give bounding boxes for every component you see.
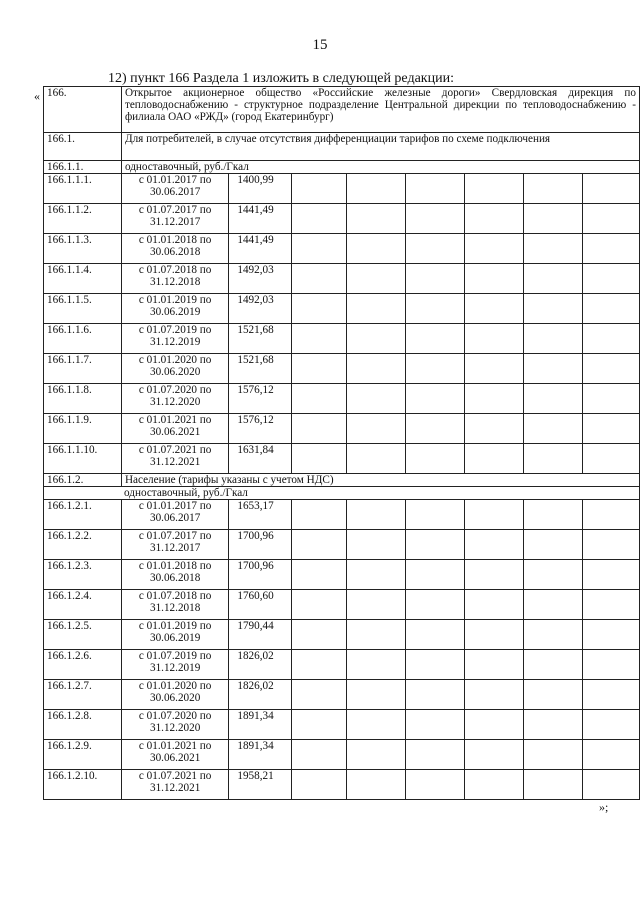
- table-row: [44, 414, 640, 444]
- table-row: [44, 530, 640, 560]
- table-row: [44, 710, 640, 740]
- amendment-heading: 12) пункт 166 Раздела 1 изложить в следующей редакции:: [108, 71, 454, 86]
- empty-cell: [464, 384, 523, 414]
- tariff-period: с 01.07.2021 по 31.12.2021: [121, 770, 228, 800]
- empty-cell: [524, 444, 583, 474]
- empty-cell: [347, 174, 406, 204]
- empty-cell: [583, 560, 640, 590]
- table-row: [44, 620, 640, 650]
- tariff-value: 1958,21: [229, 770, 291, 800]
- empty-cell: [583, 324, 640, 354]
- empty-cell: [347, 354, 406, 384]
- row-code: 166.1.1.7.: [44, 354, 122, 384]
- empty-cell: [291, 620, 347, 650]
- empty-cell: [406, 680, 464, 710]
- empty-cell: [464, 770, 523, 800]
- tariff-value: 1400,99: [229, 174, 291, 204]
- group2-sub-row: [44, 487, 640, 500]
- row-code: 166.1.1.: [44, 161, 122, 174]
- tariff-period: с 01.07.2018 по 31.12.2018: [121, 590, 228, 620]
- table-row: [44, 650, 640, 680]
- table-row: [44, 500, 640, 530]
- empty-cell: [406, 444, 464, 474]
- empty-cell: [524, 174, 583, 204]
- empty-cell: [406, 384, 464, 414]
- empty-cell: [291, 324, 347, 354]
- tariff-type: одноставочный, руб./Гкал: [121, 161, 639, 174]
- empty-cell: [524, 620, 583, 650]
- empty-cell: [583, 384, 640, 414]
- row-code: 166.1.2.: [44, 474, 122, 487]
- empty-cell: [406, 710, 464, 740]
- empty-cell: [524, 354, 583, 384]
- tariff-period: с 01.01.2018 по 30.06.2018: [121, 560, 228, 590]
- tariff-value: 1826,02: [229, 650, 291, 680]
- tariff-value: 1521,68: [229, 354, 291, 384]
- empty-cell: [464, 740, 523, 770]
- empty-cell: [464, 710, 523, 740]
- empty-cell: [347, 500, 406, 530]
- empty-cell: [464, 650, 523, 680]
- empty-cell: [291, 264, 347, 294]
- row-code: 166.1.2.6.: [44, 650, 122, 680]
- row-code: 166.1.1.4.: [44, 264, 122, 294]
- tariff-period: с 01.01.2019 по 30.06.2019: [121, 294, 228, 324]
- tariff-period: с 01.07.2021 по 31.12.2021: [121, 444, 228, 474]
- empty-cell: [583, 234, 640, 264]
- empty-cell: [347, 620, 406, 650]
- empty-cell: [524, 500, 583, 530]
- empty-cell: [291, 414, 347, 444]
- row-code: 166.1.2.2.: [44, 530, 122, 560]
- empty-cell: [347, 384, 406, 414]
- tariff-value: 1521,68: [229, 324, 291, 354]
- empty-cell: [347, 740, 406, 770]
- empty-cell: [291, 560, 347, 590]
- table-row: [44, 590, 640, 620]
- empty-cell: [291, 710, 347, 740]
- empty-cell: [291, 590, 347, 620]
- empty-cell: [583, 650, 640, 680]
- tariff-value: 1576,12: [229, 384, 291, 414]
- empty-cell: [524, 590, 583, 620]
- group1-row: [44, 133, 640, 161]
- table-row: [44, 444, 640, 474]
- empty-cell: [406, 354, 464, 384]
- empty-cell: [291, 174, 347, 204]
- empty-cell: [583, 680, 640, 710]
- tariff-period: с 01.07.2020 по 31.12.2020: [121, 384, 228, 414]
- empty-cell: [291, 354, 347, 384]
- empty-cell: [291, 500, 347, 530]
- tariff-period: с 01.01.2017 по 30.06.2017: [121, 174, 228, 204]
- row-code: 166.1.2.10.: [44, 770, 122, 800]
- empty-cell: [583, 414, 640, 444]
- table-row: [44, 384, 640, 414]
- tariff-period: с 01.07.2020 по 31.12.2020: [121, 710, 228, 740]
- table-row: [44, 234, 640, 264]
- empty-cell: [406, 590, 464, 620]
- empty-cell: [347, 204, 406, 234]
- tariff-value: 1826,02: [229, 680, 291, 710]
- table-row: [44, 740, 640, 770]
- row-code: 166.1.1.8.: [44, 384, 122, 414]
- empty-cell: [291, 384, 347, 414]
- row-code: 166.1.1.2.: [44, 204, 122, 234]
- tariff-period: с 01.07.2019 по 31.12.2019: [121, 650, 228, 680]
- table-row: [44, 174, 640, 204]
- group2-description: Население (тарифы указаны с учетом НДС): [121, 474, 639, 487]
- org-description: Открытое акционерное общество «Российские железные дороги» Свердловская дирекция по тепловодоснабжению - структурное подразделение Центральной дирекции по тепловодоснабжению - филиала ОАО «РЖД» (город Екатеринбург): [121, 87, 639, 133]
- row-code: 166.1.: [44, 133, 122, 161]
- empty-cell: [524, 204, 583, 234]
- empty-cell: [347, 650, 406, 680]
- row-code: 166.1.2.8.: [44, 710, 122, 740]
- empty-cell: [291, 650, 347, 680]
- tariff-type: одноставочный, руб./Гкал: [44, 487, 640, 500]
- empty-cell: [464, 680, 523, 710]
- empty-cell: [406, 324, 464, 354]
- empty-cell: [347, 770, 406, 800]
- empty-cell: [464, 414, 523, 444]
- tariff-value: 1576,12: [229, 414, 291, 444]
- empty-cell: [524, 650, 583, 680]
- empty-cell: [347, 710, 406, 740]
- empty-cell: [583, 294, 640, 324]
- empty-cell: [347, 234, 406, 264]
- empty-cell: [291, 740, 347, 770]
- empty-cell: [347, 680, 406, 710]
- empty-cell: [406, 560, 464, 590]
- empty-cell: [524, 384, 583, 414]
- empty-cell: [291, 770, 347, 800]
- empty-cell: [406, 174, 464, 204]
- empty-cell: [406, 770, 464, 800]
- empty-cell: [583, 500, 640, 530]
- row-code: 166.1.2.9.: [44, 740, 122, 770]
- tariff-value: 1631,84: [229, 444, 291, 474]
- empty-cell: [347, 294, 406, 324]
- empty-cell: [524, 740, 583, 770]
- group1-sub-row: [44, 161, 640, 174]
- empty-cell: [583, 264, 640, 294]
- group2-row: [44, 474, 640, 487]
- empty-cell: [291, 444, 347, 474]
- empty-cell: [464, 590, 523, 620]
- empty-cell: [583, 530, 640, 560]
- tariff-period: с 01.07.2018 по 31.12.2018: [121, 264, 228, 294]
- row-code: 166.1.1.1.: [44, 174, 122, 204]
- empty-cell: [583, 620, 640, 650]
- tariff-period: с 01.01.2021 по 30.06.2021: [121, 414, 228, 444]
- tariff-value: 1700,96: [229, 530, 291, 560]
- empty-cell: [583, 354, 640, 384]
- empty-cell: [291, 234, 347, 264]
- tariff-value: 1441,49: [229, 204, 291, 234]
- empty-cell: [406, 740, 464, 770]
- empty-cell: [347, 324, 406, 354]
- page-number: 15: [312, 37, 328, 53]
- tariff-value: 1700,96: [229, 560, 291, 590]
- empty-cell: [291, 294, 347, 324]
- tariff-period: с 01.01.2019 по 30.06.2019: [121, 620, 228, 650]
- row-code: 166.1.2.3.: [44, 560, 122, 590]
- empty-cell: [406, 414, 464, 444]
- empty-cell: [583, 204, 640, 234]
- empty-cell: [583, 590, 640, 620]
- empty-cell: [406, 620, 464, 650]
- row-code: 166.1.1.3.: [44, 234, 122, 264]
- table-row: [44, 264, 640, 294]
- empty-cell: [583, 740, 640, 770]
- empty-cell: [524, 324, 583, 354]
- tariff-value: 1653,17: [229, 500, 291, 530]
- tariff-value: 1492,03: [229, 294, 291, 324]
- empty-cell: [583, 444, 640, 474]
- empty-cell: [464, 204, 523, 234]
- tariff-value: 1492,03: [229, 264, 291, 294]
- tariff-period: с 01.07.2017 по 31.12.2017: [121, 530, 228, 560]
- row-code: 166.1.2.5.: [44, 620, 122, 650]
- empty-cell: [524, 560, 583, 590]
- empty-cell: [464, 264, 523, 294]
- empty-cell: [291, 680, 347, 710]
- empty-cell: [524, 264, 583, 294]
- empty-cell: [406, 650, 464, 680]
- empty-cell: [406, 264, 464, 294]
- row-code: 166.1.1.9.: [44, 414, 122, 444]
- tariff-value: 1891,34: [229, 710, 291, 740]
- empty-cell: [291, 530, 347, 560]
- empty-cell: [464, 620, 523, 650]
- empty-cell: [347, 264, 406, 294]
- close-quote: »;: [599, 800, 609, 814]
- empty-cell: [347, 590, 406, 620]
- empty-cell: [464, 174, 523, 204]
- empty-cell: [583, 174, 640, 204]
- tariff-value: 1790,44: [229, 620, 291, 650]
- empty-cell: [583, 710, 640, 740]
- row-code: 166.1.1.10.: [44, 444, 122, 474]
- table-row: [44, 680, 640, 710]
- empty-cell: [406, 530, 464, 560]
- empty-cell: [291, 204, 347, 234]
- empty-cell: [464, 324, 523, 354]
- empty-cell: [464, 530, 523, 560]
- tariff-period: с 01.07.2019 по 31.12.2019: [121, 324, 228, 354]
- empty-cell: [347, 530, 406, 560]
- row-code: 166.1.2.7.: [44, 680, 122, 710]
- org-row: [44, 87, 640, 133]
- empty-cell: [524, 770, 583, 800]
- empty-cell: [524, 234, 583, 264]
- tariff-period: с 01.01.2017 по 30.06.2017: [121, 500, 228, 530]
- tariff-value: 1441,49: [229, 234, 291, 264]
- empty-cell: [406, 294, 464, 324]
- empty-cell: [347, 444, 406, 474]
- empty-cell: [347, 560, 406, 590]
- empty-cell: [464, 354, 523, 384]
- empty-cell: [406, 234, 464, 264]
- empty-cell: [406, 500, 464, 530]
- row-code: 166.1.1.6.: [44, 324, 122, 354]
- tariff-period: с 01.01.2018 по 30.06.2018: [121, 234, 228, 264]
- empty-cell: [464, 294, 523, 324]
- empty-cell: [464, 234, 523, 264]
- tariff-period: с 01.01.2020 по 30.06.2020: [121, 354, 228, 384]
- empty-cell: [524, 414, 583, 444]
- empty-cell: [406, 204, 464, 234]
- tariff-period: с 01.01.2020 по 30.06.2020: [121, 680, 228, 710]
- table-row: [44, 204, 640, 234]
- tariff-value: 1760,60: [229, 590, 291, 620]
- table-row: [44, 354, 640, 384]
- row-code: 166.1.2.4.: [44, 590, 122, 620]
- empty-cell: [524, 680, 583, 710]
- group1-description: Для потребителей, в случае отсутствия дифференциации тарифов по схеме подключения: [121, 133, 639, 161]
- open-quote: «: [34, 89, 40, 103]
- empty-cell: [583, 770, 640, 800]
- empty-cell: [464, 560, 523, 590]
- row-code: 166.1.2.1.: [44, 500, 122, 530]
- empty-cell: [347, 414, 406, 444]
- table-row: [44, 294, 640, 324]
- row-code: 166.: [44, 87, 122, 133]
- empty-cell: [524, 710, 583, 740]
- empty-cell: [524, 530, 583, 560]
- empty-cell: [464, 444, 523, 474]
- empty-cell: [464, 500, 523, 530]
- row-code: 166.1.1.5.: [44, 294, 122, 324]
- table-row: [44, 324, 640, 354]
- tariff-period: с 01.07.2017 по 31.12.2017: [121, 204, 228, 234]
- tariff-period: с 01.01.2021 по 30.06.2021: [121, 740, 228, 770]
- table-row: [44, 770, 640, 800]
- empty-cell: [524, 294, 583, 324]
- tariff-value: 1891,34: [229, 740, 291, 770]
- table-row: [44, 560, 640, 590]
- tariff-table: [43, 86, 640, 800]
